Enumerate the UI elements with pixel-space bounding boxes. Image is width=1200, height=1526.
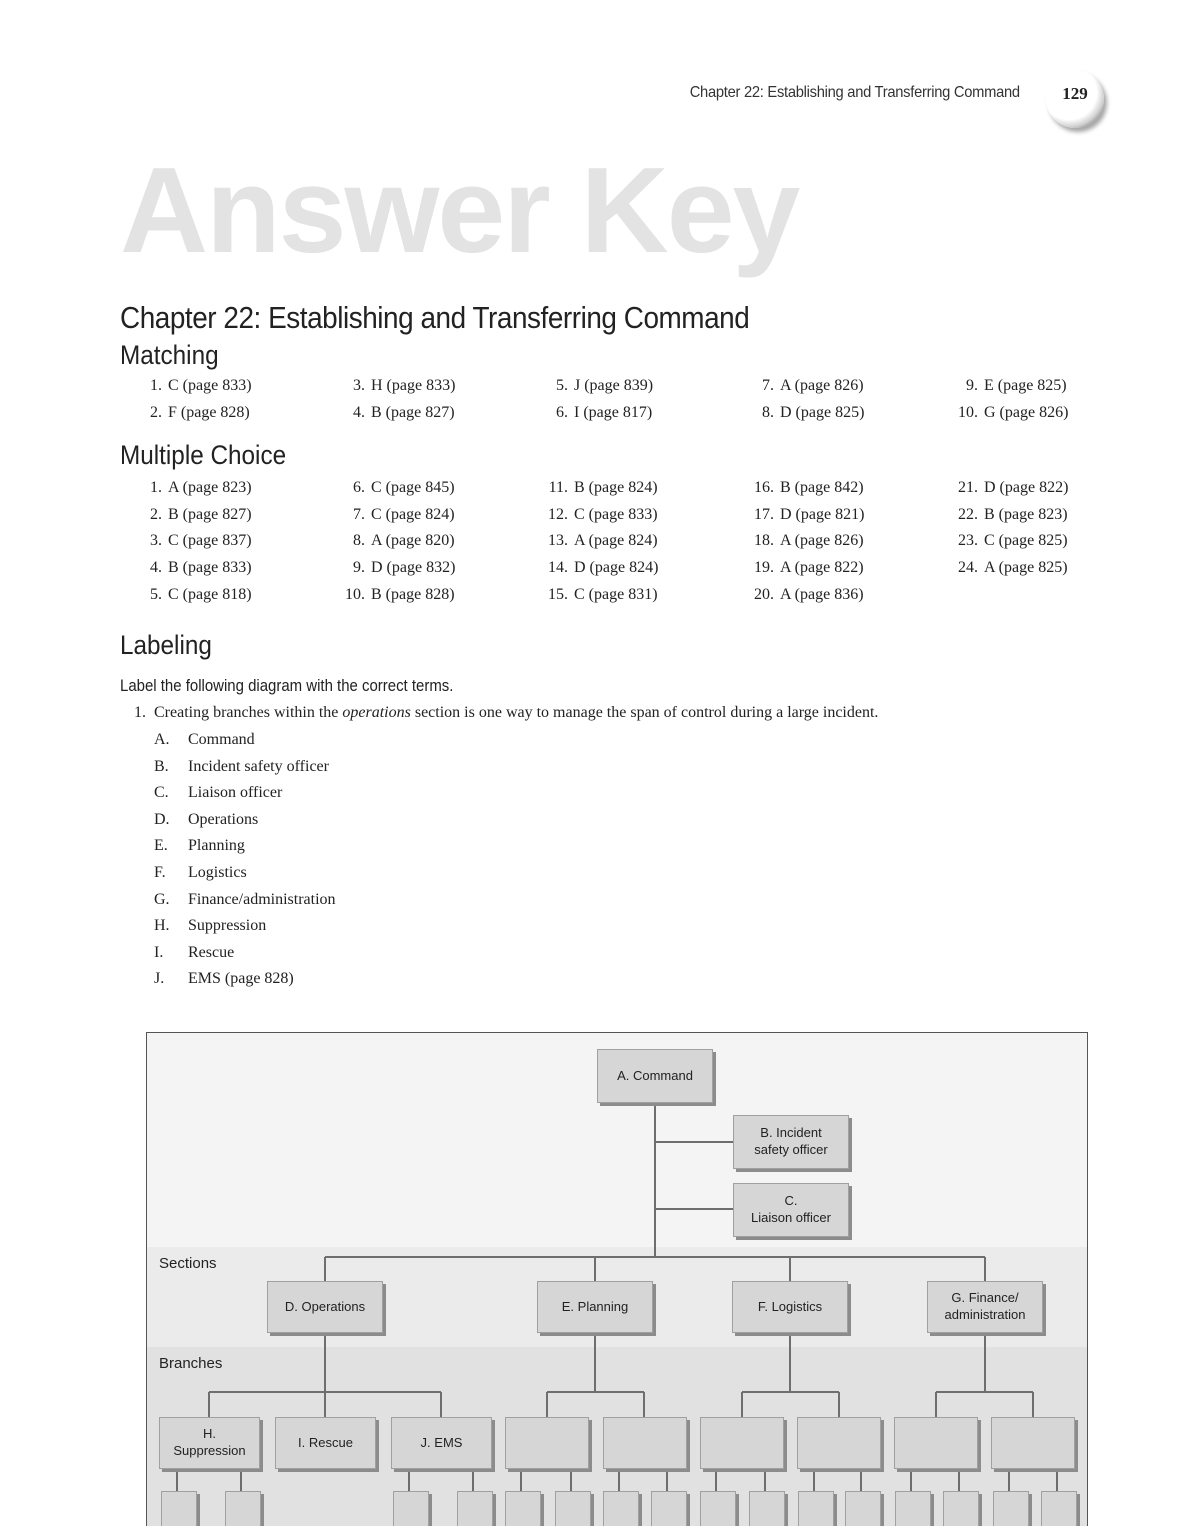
answer-text: A (page 820) — [371, 532, 455, 550]
multiple-choice-answer — [946, 506, 1068, 524]
unit-box — [845, 1491, 881, 1526]
label-term: EMS (page 828) — [188, 970, 294, 988]
label-term: Liaison officer — [188, 784, 283, 802]
branch-box — [603, 1417, 687, 1469]
unit-box — [225, 1491, 261, 1526]
answer-text: A (page 825) — [984, 559, 1068, 577]
multiple-choice-row — [0, 532, 1200, 558]
label-term: Command — [188, 731, 255, 748]
multiple-choice-answer — [130, 532, 252, 550]
matching-answer — [946, 404, 1068, 422]
multiple-choice-answer — [130, 586, 252, 604]
label-term: Finance/administration — [188, 890, 336, 908]
matching-answer — [946, 377, 1067, 395]
liaison-officer-box: C. Liaison officer — [733, 1183, 849, 1237]
labeling-question — [120, 704, 878, 722]
unit-box — [161, 1491, 197, 1526]
multiple-choice-answer — [130, 559, 252, 577]
multiple-choice-answer — [333, 479, 455, 497]
question-number: 13. — [548, 532, 568, 550]
label-answer-item — [154, 970, 294, 988]
multiple-choice-answer — [536, 532, 658, 550]
multiple-choice-answer — [536, 506, 658, 524]
label-answer-item — [154, 758, 329, 776]
answer-text: J (page 839) — [574, 377, 654, 394]
answer-text: B (page 824) — [574, 479, 658, 496]
question-number: 23. — [958, 532, 978, 550]
question-number: 21. — [958, 479, 978, 496]
answer-text: C (page 825) — [984, 532, 1068, 550]
multiple-choice-row — [0, 506, 1200, 532]
question-number: 2. — [150, 505, 162, 523]
label-answer-item — [154, 944, 234, 962]
matching-heading: Matching — [120, 340, 219, 370]
multiple-choice-answer — [333, 532, 455, 550]
answer-text: A (page 826) — [780, 377, 864, 394]
label-letter: F. — [154, 864, 166, 881]
question-number: 24. — [958, 559, 978, 577]
multiple-choice-answer — [536, 586, 658, 604]
answer-text: B (page 833) — [168, 559, 252, 577]
matching-answer — [742, 404, 864, 422]
question-number: 11. — [548, 479, 568, 496]
unit-box — [555, 1491, 591, 1526]
multiple-choice-answer — [130, 506, 252, 524]
multiple-choice-row — [0, 479, 1200, 505]
labeling-instruction: Label the following diagram with the correct terms. — [120, 676, 454, 695]
answer-text: I (page 817) — [574, 404, 653, 421]
question-number: 7. — [353, 505, 365, 523]
question-number: 8. — [353, 532, 365, 550]
labeling-heading: Labeling — [120, 630, 212, 660]
matching-row — [0, 404, 1200, 430]
question-text-end: section is one way to manage the span of control during a large incident. — [410, 704, 879, 721]
multiple-choice-answer — [946, 559, 1068, 577]
multiple-choice-answer — [333, 586, 455, 604]
unit-box — [798, 1491, 834, 1526]
matching-answer — [333, 404, 455, 422]
label-term: Incident safety officer — [188, 757, 329, 775]
multiple-choice-row — [0, 586, 1200, 612]
question-number: 1. — [150, 479, 162, 496]
question-number: 1. — [134, 704, 146, 721]
label-letter: J. — [154, 970, 165, 988]
question-number: 4. — [353, 404, 365, 421]
answer-text: D (page 832) — [371, 559, 456, 577]
question-number: 6. — [353, 479, 365, 496]
unit-box — [895, 1491, 931, 1526]
question-text-start: Creating branches within the — [154, 704, 343, 721]
multiple-choice-row — [0, 559, 1200, 585]
label-answer-item — [154, 891, 336, 909]
answer-text: C (page 833) — [168, 377, 252, 394]
unit-box — [943, 1491, 979, 1526]
matching-answer — [536, 404, 652, 422]
question-number: 10. — [958, 404, 978, 421]
unit-box — [993, 1491, 1029, 1526]
answer-text: G (page 826) — [984, 404, 1069, 421]
safety-officer-box: B. Incident safety officer — [733, 1115, 849, 1169]
label-letter: D. — [154, 810, 170, 828]
matching-answer — [130, 404, 250, 422]
multiple-choice-answer — [946, 479, 1068, 497]
matching-answer — [536, 377, 653, 395]
label-letter: H. — [154, 917, 170, 935]
answer-key-watermark: Answer Key — [120, 142, 799, 278]
matching-answer — [130, 377, 252, 395]
question-number: 4. — [150, 559, 162, 577]
unit-box — [505, 1491, 541, 1526]
answer-text: C (page 845) — [371, 479, 455, 496]
question-number: 19. — [754, 559, 774, 577]
question-number: 9. — [353, 559, 365, 577]
unit-box — [700, 1491, 736, 1526]
question-number: 10. — [345, 585, 365, 603]
label-term: Suppression — [188, 917, 267, 935]
label-term: Logistics — [188, 864, 247, 881]
multiple-choice-answer — [742, 506, 864, 524]
branch-box — [991, 1417, 1075, 1469]
planning-section-box: E. Planning — [537, 1281, 653, 1333]
question-number: 3. — [150, 532, 162, 550]
question-number: 6. — [556, 404, 568, 421]
multiple-choice-heading: Multiple Choice — [120, 440, 287, 470]
question-number: 17. — [754, 505, 774, 523]
multiple-choice-answer — [946, 532, 1068, 550]
branch-box — [894, 1417, 978, 1469]
operations-section-box: D. Operations — [267, 1281, 383, 1333]
rescue-branch-box: I. Rescue — [275, 1417, 376, 1469]
label-answer-item — [154, 864, 247, 882]
ics-org-chart — [146, 1032, 1088, 1526]
logistics-section-box: F. Logistics — [732, 1281, 848, 1333]
label-letter: B. — [154, 757, 169, 775]
multiple-choice-answer — [536, 559, 658, 577]
command-box: A. Command — [597, 1049, 713, 1103]
answer-text: C (page 824) — [371, 505, 455, 523]
answer-text: A (page 822) — [780, 559, 864, 577]
finance-section-box: G. Finance/ administration — [927, 1281, 1043, 1333]
question-number: 2. — [150, 404, 162, 421]
unit-box — [651, 1491, 687, 1526]
answer-text: C (page 833) — [574, 505, 658, 523]
multiple-choice-answer — [333, 506, 455, 524]
answer-text: A (page 836) — [780, 585, 864, 603]
answer-text: B (page 827) — [371, 404, 455, 421]
running-header: Chapter 22: Establishing and Transferring Command — [689, 84, 1020, 101]
answer-text: C (page 818) — [168, 585, 252, 603]
multiple-choice-answer — [536, 479, 658, 497]
matching-row — [0, 377, 1200, 403]
question-number: 16. — [754, 479, 774, 496]
multiple-choice-answer — [742, 559, 864, 577]
answer-text: F (page 828) — [168, 404, 250, 421]
branch-box — [700, 1417, 784, 1469]
question-number: 3. — [353, 377, 365, 394]
label-letter: I. — [154, 943, 164, 961]
label-term: Planning — [188, 837, 245, 855]
answer-text: C (page 837) — [168, 532, 252, 550]
question-number: 22. — [958, 505, 978, 523]
question-number: 7. — [762, 377, 774, 394]
question-number: 9. — [966, 377, 978, 394]
question-number: 8. — [762, 404, 774, 421]
multiple-choice-answer — [130, 479, 252, 497]
label-letter: E. — [154, 837, 168, 855]
chapter-title: Chapter 22: Establishing and Transferring Command — [120, 300, 750, 335]
question-number: 1. — [150, 377, 162, 394]
unit-box — [603, 1491, 639, 1526]
label-answer-item — [154, 837, 245, 855]
ems-branch-box: J. EMS — [391, 1417, 492, 1469]
question-italic-term: operations — [342, 704, 411, 721]
answer-text: B (page 827) — [168, 505, 252, 523]
label-answer-item — [154, 784, 282, 802]
answer-text: D (page 825) — [780, 404, 865, 421]
multiple-choice-answer — [333, 559, 455, 577]
question-number: 5. — [556, 377, 568, 394]
matching-answer — [333, 377, 455, 395]
label-term: Rescue — [188, 943, 235, 961]
question-number: 14. — [548, 559, 568, 577]
matching-answer — [742, 377, 864, 395]
multiple-choice-answer — [742, 532, 864, 550]
unit-box — [749, 1491, 785, 1526]
answer-text: C (page 831) — [574, 585, 658, 603]
answer-text: H (page 833) — [371, 377, 456, 394]
label-answer-item — [154, 811, 258, 829]
multiple-choice-answer — [742, 479, 864, 497]
label-answer-item — [154, 731, 255, 749]
question-number: 15. — [548, 585, 568, 603]
answer-text: D (page 822) — [984, 479, 1069, 496]
unit-box — [457, 1491, 493, 1526]
answer-text: D (page 824) — [574, 559, 659, 577]
question-number: 12. — [548, 505, 568, 523]
answer-text: A (page 823) — [168, 479, 252, 496]
question-number: 5. — [150, 585, 162, 603]
answer-text: D (page 821) — [780, 505, 865, 523]
label-term: Operations — [188, 810, 259, 828]
branch-box — [505, 1417, 589, 1469]
answer-text: A (page 824) — [574, 532, 658, 550]
answer-text: E (page 825) — [984, 377, 1067, 394]
branch-box — [797, 1417, 881, 1469]
answer-text: B (page 823) — [984, 505, 1068, 523]
question-number: 18. — [754, 532, 774, 550]
page-number: 129 — [1062, 84, 1088, 103]
suppression-branch-box: H. Suppression — [159, 1417, 260, 1469]
answer-text: A (page 826) — [780, 532, 864, 550]
sections-label: Sections — [159, 1255, 217, 1272]
multiple-choice-answer — [742, 586, 864, 604]
label-letter: A. — [154, 731, 170, 748]
label-letter: G. — [154, 890, 170, 908]
question-number: 20. — [754, 585, 774, 603]
label-letter: C. — [154, 784, 169, 802]
label-answer-item — [154, 917, 266, 935]
branches-label: Branches — [159, 1355, 223, 1372]
answer-text: B (page 842) — [780, 479, 864, 496]
unit-box — [1041, 1491, 1077, 1526]
unit-box — [393, 1491, 429, 1526]
answer-text: B (page 828) — [371, 585, 455, 603]
